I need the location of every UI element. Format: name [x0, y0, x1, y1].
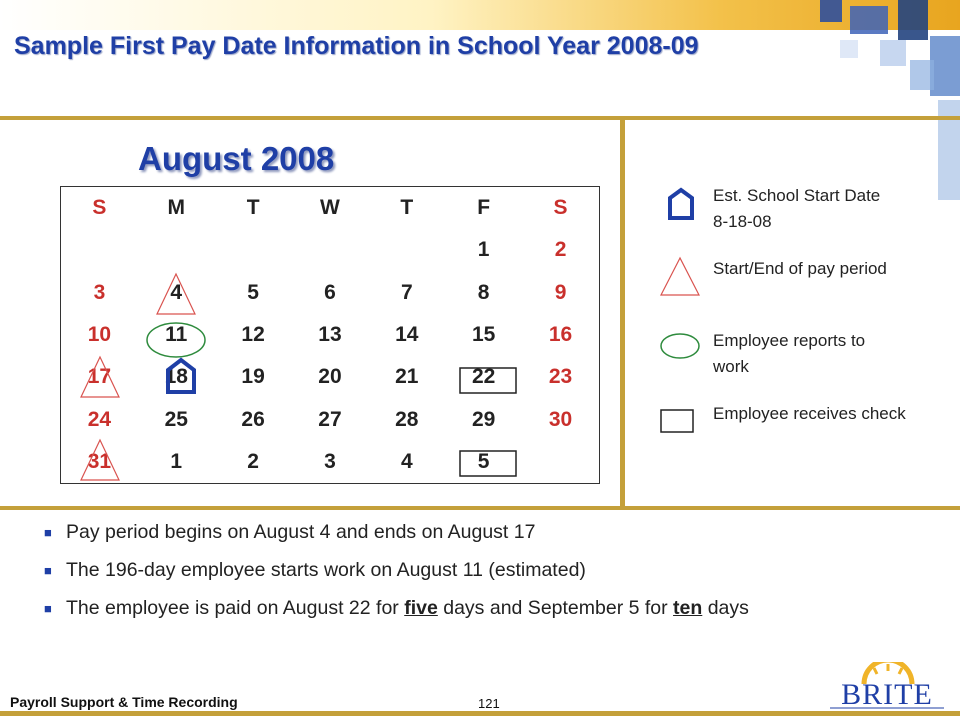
bullet-text-mid: days and September 5 for	[437, 597, 674, 619]
legend-icons	[650, 178, 710, 448]
day-header: S	[92, 196, 107, 220]
triangle-icon	[661, 258, 699, 295]
legend-pay-period: Start/End of pay period	[713, 259, 887, 278]
divider-middle	[0, 506, 960, 510]
calendar-day: 30	[548, 407, 573, 431]
calendar-day: 21	[395, 365, 419, 389]
calendar-day: 16	[548, 322, 573, 346]
calendar-day: 31	[87, 449, 112, 473]
calendar-day: 20	[318, 365, 342, 389]
pay-period-start-triangle-icon	[157, 274, 195, 314]
check-box-5-icon	[460, 451, 516, 476]
divider-bottom	[0, 711, 960, 716]
calendar-month-title: August 2008	[138, 140, 335, 177]
calendar-day: 19	[241, 365, 265, 389]
calendar-day: 24	[87, 407, 112, 431]
calendar-day: 18	[164, 365, 188, 389]
calendar-day: 25	[164, 407, 188, 431]
calendar-day: 4	[400, 449, 413, 473]
calendar-day: 1	[170, 449, 183, 473]
bullet-list	[44, 520, 924, 634]
bullet-text-post: days	[702, 597, 749, 619]
brite-logo	[820, 662, 954, 712]
bullet-item	[44, 558, 924, 583]
calendar-day: 5	[477, 449, 490, 473]
reports-to-work-ellipse-icon	[147, 323, 205, 357]
day-header: F	[477, 196, 491, 220]
box-icon	[661, 410, 693, 432]
bullet-icon: ■	[44, 525, 52, 540]
bullet-text: Pay period begins on August 4 and ends on August 17	[66, 521, 536, 543]
day-header: T	[400, 196, 414, 220]
calendar-day: 11	[165, 322, 188, 346]
bullet-text-pre: The employee is paid on August 22 for	[66, 597, 405, 619]
calendar-day: 23	[548, 365, 573, 389]
bullet-item	[44, 596, 924, 621]
school-start-house-icon	[168, 360, 194, 392]
legend-school-start: Est. School Start Date 8-18-08	[713, 186, 881, 231]
day-header: M	[167, 196, 186, 220]
calendar-day: 22	[471, 365, 496, 389]
calendar-day: 5	[247, 280, 259, 304]
calendar-day: 1	[477, 238, 490, 262]
legend-check: Employee receives check	[713, 404, 906, 423]
calendar-day: 13	[318, 322, 342, 346]
calendar-day: 8	[477, 280, 490, 304]
calendar-day: 3	[324, 449, 336, 473]
legend-reports: Employee reports to work	[713, 331, 866, 376]
calendar-day: 12	[241, 322, 265, 346]
house-icon	[670, 190, 692, 218]
header-decoration	[780, 0, 960, 200]
pay-period-next-triangle-icon	[81, 440, 119, 480]
calendar-day: 4	[170, 280, 183, 304]
ellipse-icon	[661, 334, 699, 358]
page-title: Sample First Pay Date Information in School Year 2008-09	[14, 32, 699, 60]
calendar-day: 27	[318, 407, 342, 431]
bullet-emphasis: five	[404, 597, 438, 619]
calendar-day: 2	[247, 449, 259, 473]
logo-text: BRITE	[841, 678, 933, 711]
calendar-day: 28	[395, 407, 419, 431]
calendar-day: 17	[87, 365, 112, 389]
bullet-text: The 196-day employee starts work on August 11 (estimated)	[66, 559, 586, 581]
calendar-day: 3	[93, 280, 106, 304]
calendar-day: 14	[395, 322, 419, 346]
day-header: W	[320, 196, 340, 220]
bullet-icon: ■	[44, 563, 52, 578]
page-number: 121	[478, 696, 500, 711]
day-header: T	[246, 196, 260, 220]
calendar-day: 10	[87, 322, 112, 346]
calendar-day: 6	[324, 280, 336, 304]
calendar-day: 2	[554, 238, 567, 262]
bullet-icon: ■	[44, 601, 52, 616]
pay-period-end-triangle-icon	[81, 357, 119, 397]
calendar-day: 15	[471, 322, 496, 346]
footer-title: Payroll Support & Time Recording	[10, 694, 238, 710]
check-box-22-icon	[460, 368, 516, 393]
calendar-day: 9	[554, 280, 567, 304]
bullet-item	[44, 520, 924, 545]
divider-vertical	[620, 116, 625, 508]
day-header: S	[553, 196, 568, 220]
calendar-day: 7	[400, 280, 413, 304]
bullet-emphasis: ten	[673, 597, 703, 619]
calendar-markers	[0, 0, 620, 500]
calendar-day: 29	[471, 407, 496, 431]
calendar-day: 26	[241, 407, 265, 431]
